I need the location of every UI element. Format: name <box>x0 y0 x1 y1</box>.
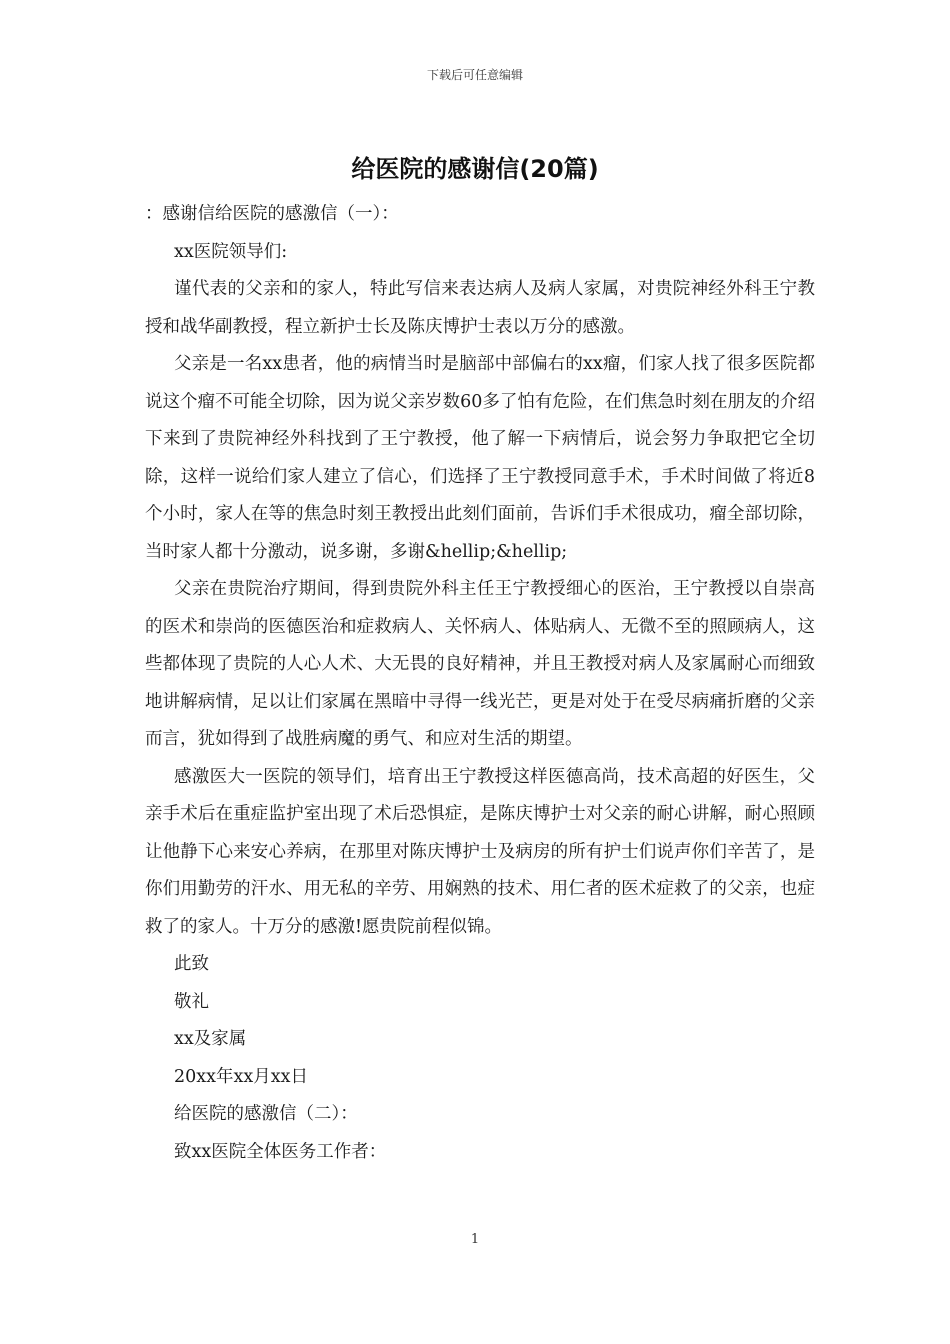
paragraph-date: 20xx年xx月xx日 <box>174 1066 308 1087</box>
paragraph-section-heading: ：感谢信给医院的感激信（一）： <box>145 204 399 224</box>
paragraph-section-heading: 给医院的感激信（二）： <box>174 1104 358 1124</box>
header-note: 下载后可任意编辑 <box>426 68 523 82</box>
paragraph-body: 感激医大一医院的领导们，培育出王宁教授这样医德高尚，技术高超的好医生，父亲手术后在重症监护室出现了术后恐惧症，是陈庆博护士对父亲的耐心讲解，耐心照顾让他静下心来安心养病，在那里对陈庆博护士及病房的所有护士们说声你们辛苦了，是你们用勤劳的汗水、用无私的辛劳、用娴熟的技术、用仁者的医术症救了的父亲，也症救了的家人。十万分的感激!愿贵院前程似锦。 <box>145 766 815 937</box>
document-title: 给医院的感谢信(20篇) <box>351 155 599 183</box>
paragraph-signature: xx及家属 <box>174 1029 247 1049</box>
paragraph-closing: 此致 <box>174 954 209 974</box>
paragraph-body: 父亲是一名xx患者，他的病情当时是脑部中部偏右的xx瘤，们家人找了很多医院都说这个瘤不可能全切除，因为说父亲岁数60多了怕有危险，在们焦急时刻在朋友的介绍下来到了贵院神经外科找到了王宁教授，他了解一下病情后，说会努力争取把它全切除，这样一说给们家人建立了信心，们选择了王宁教授同意手术，手术时间做了将近8个小时，家人在等的焦急时刻王教授出此刻们面前，告诉们手术很成功，瘤全部切除，当时家人都十分激动，说多谢，多谢&hellip;&hellip; <box>145 354 815 562</box>
document-body <box>145 196 815 1171</box>
page-number: 1 <box>470 1232 480 1247</box>
paragraph-body: 父亲在贵院治疗期间，得到贵院外科主任王宁教授细心的医治，王宁教授以自崇高的医术和崇尚的医德医治和症救病人、关怀病人、体贴病人、无微不至的照顾病人，这些都体现了贵院的人心人术、大无畏的良好精神，并且王教授对病人及家属耐心而细致地讲解病情，足以让们家属在黑暗中寻得一线光芒，更是对处于在受尽病痛折磨的父亲而言，犹如得到了战胜病魔的勇气、和应对生活的期望。 <box>145 579 815 749</box>
paragraph-salutation: 致xx医院全体医务工作者： <box>174 1141 387 1162</box>
paragraph-body: 谨代表的父亲和的家人，特此写信来表达病人及病人家属，对贵院神经外科王宁教授和战华副教授，程立新护士长及陈庆博护士表以万分的感激。 <box>145 279 815 337</box>
paragraph-salutation: xx医院领导们: <box>174 241 288 262</box>
paragraph-closing: 敬礼 <box>174 991 209 1012</box>
